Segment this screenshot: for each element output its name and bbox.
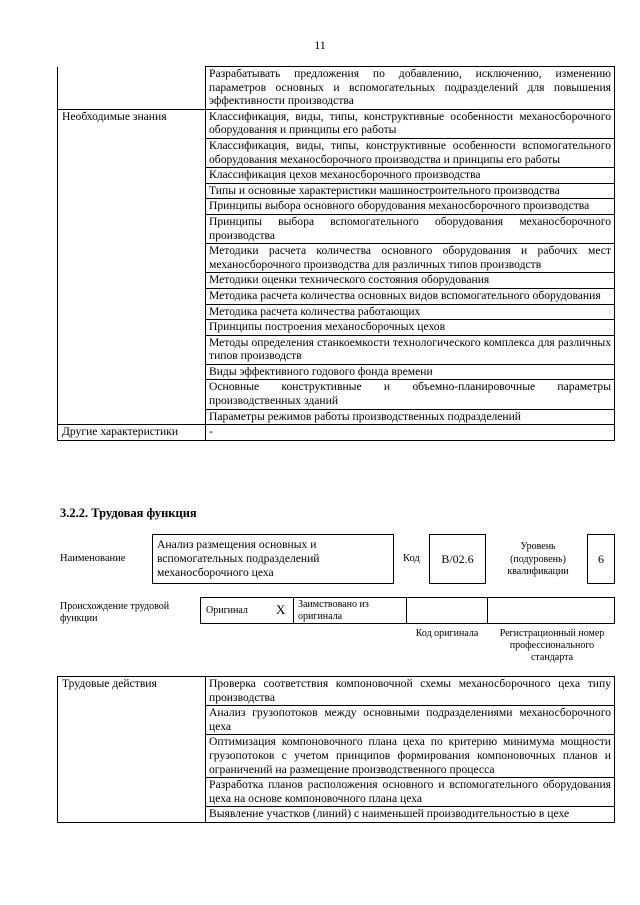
row-label [58, 288, 206, 304]
row-label [58, 409, 206, 425]
table-row [58, 183, 615, 199]
row-label [58, 273, 206, 289]
labor-actions-table [57, 676, 615, 823]
row-text: Методика расчета количества работающих [206, 304, 615, 320]
row-text: Типы и основные характеристики машиностроительного производства [206, 183, 615, 199]
row-label [58, 183, 206, 199]
row-label [58, 244, 206, 273]
row-label [58, 320, 206, 336]
table-row [58, 214, 615, 243]
row-label: Другие характеристики [58, 425, 206, 441]
row-label [58, 304, 206, 320]
table-row [58, 706, 615, 735]
row-label: Трудовые действия [58, 677, 206, 706]
table-row [58, 409, 615, 425]
row-text: Классификация, виды, типы, конструктивные особенности механосборочного оборудования и принципы его работы [206, 109, 615, 138]
code-label: Код [403, 553, 420, 564]
name-label: Наименование [60, 553, 126, 564]
row-text: Методики оценки технического состояния оборудования [206, 273, 615, 289]
row-text: Разработка планов расположения основного и вспомогательного оборудования цеха на основе компоновочного плана цеха [206, 778, 615, 807]
table-row [58, 244, 615, 273]
row-label [58, 778, 206, 807]
row-label [58, 138, 206, 167]
section-title: 3.2.2. Трудовая функция [60, 506, 197, 520]
function-code-value: B/02.6 [429, 534, 486, 584]
table-row [58, 778, 615, 807]
table-row [58, 199, 615, 215]
row-text: Классификация, виды, типы, конструктивные особенности вспомогательного оборудования механосборочного производства и принципы его работы [206, 138, 615, 167]
row-label [58, 168, 206, 184]
table-row [58, 380, 615, 409]
row-label [58, 380, 206, 409]
table-row [58, 304, 615, 320]
row-text: Основные конструктивные и объемно-планировочные параметры производственных зданий [206, 380, 615, 409]
table-row [58, 273, 615, 289]
table-row [58, 320, 615, 336]
code-original-caption: Код оригинала [415, 628, 479, 639]
row-text: Принципы выбора вспомогательного оборудования механосборочного производства [206, 214, 615, 243]
row-text: Методики расчета количества основного оборудования и рабочих мест механосборочного производства для различных типов производств [206, 244, 615, 273]
row-text: Выявление участков (линий) с наименьшей производительностью в цехе [206, 807, 615, 823]
borrowed-label: Заимствовано из оригинала [298, 599, 369, 622]
row-text: Проверка соответствия компоновочной схемы механосборочного цеха типу производства [206, 677, 615, 706]
row-label [58, 706, 206, 735]
table-row [58, 677, 615, 706]
original-mark: X [276, 602, 286, 617]
row-text: Параметры режимов работы производственных подразделений [206, 409, 615, 425]
table-row [58, 425, 615, 441]
row-label [58, 199, 206, 215]
level-value: 6 [587, 534, 615, 584]
table-row [58, 288, 615, 304]
original-label: Оригинал [206, 605, 248, 616]
code-original-cell [406, 597, 488, 624]
row-text: Принципы построения механосборочных цехов [206, 320, 615, 336]
table-row [58, 138, 615, 167]
row-text: Классификация цехов механосборочного производства [206, 168, 615, 184]
table-row [58, 335, 615, 364]
table-row [58, 735, 615, 778]
table-row [58, 364, 615, 380]
row-label [58, 335, 206, 364]
row-text: Методика расчета количества основных видов вспомогательного оборудования [206, 288, 615, 304]
row-label [58, 67, 206, 110]
row-label [58, 807, 206, 823]
row-label: Необходимые знания [58, 109, 206, 138]
page-number: 11 [314, 38, 326, 52]
origin-label: Происхождение трудовой функции [60, 601, 170, 624]
row-text: Оптимизация компоновочного плана цеха по критерию минимума мощности грузопотоков с учетом принципов формирования компоновочных планов и ограничений на размещение производственного процесса [206, 735, 615, 778]
table-row [58, 109, 615, 138]
row-label [58, 735, 206, 778]
row-text: Анализ грузопотоков между основными подразделениями механосборочного цеха [206, 706, 615, 735]
reg-number-caption: Регистрационный номер профессионального стандарта [499, 628, 605, 663]
row-text: - [206, 425, 615, 441]
table-row [58, 807, 615, 823]
table-row [58, 168, 615, 184]
row-label [58, 364, 206, 380]
row-text: Принципы выбора основного оборудования механосборочного производства [206, 199, 615, 215]
reg-number-cell [487, 597, 615, 624]
table-row [58, 67, 615, 110]
level-label: Уровень (подуровень) квалификации [507, 541, 569, 577]
row-text: Методы определения станкоемкости технологического комплекса для различных типов производств [206, 335, 615, 364]
row-text: Разрабатывать предложения по добавлению, исключению, изменению параметров основных и вспомогательных подразделений для повышения эффективности производства [206, 67, 615, 110]
function-name-value: Анализ размещения основных и вспомогательных подразделений механосборочного цеха [152, 534, 394, 584]
skills-knowledge-table [57, 66, 615, 441]
row-label [58, 214, 206, 243]
row-text: Виды эффективного годового фонда времени [206, 364, 615, 380]
